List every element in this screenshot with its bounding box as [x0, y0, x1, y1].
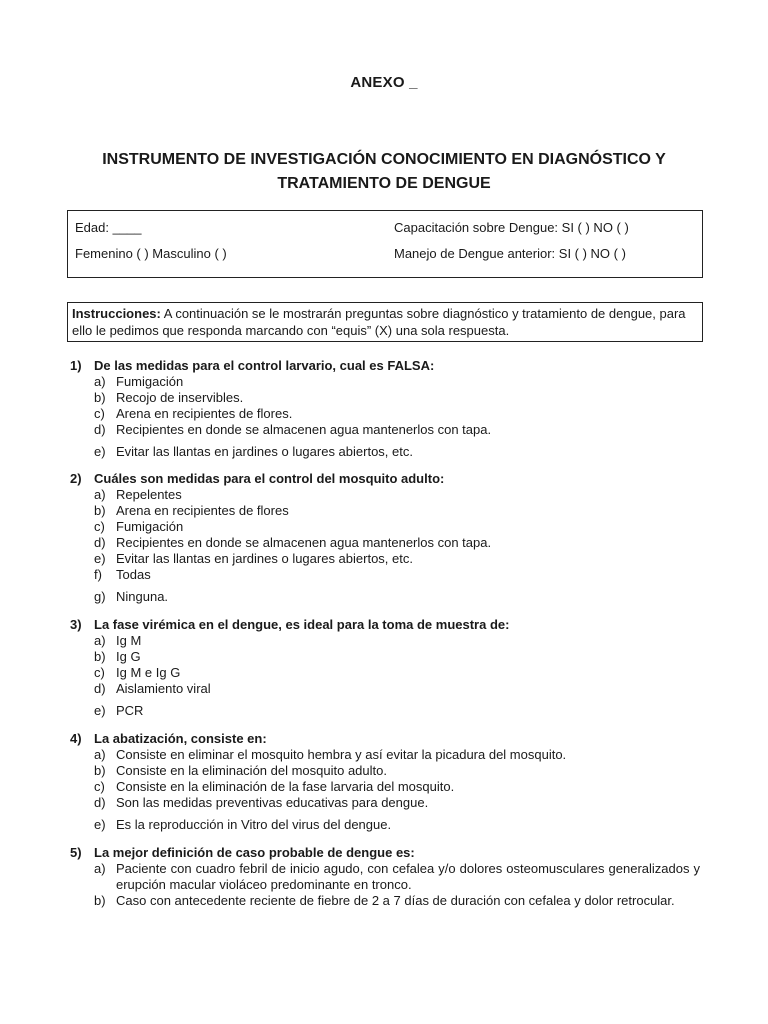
answer-option[interactable]: c) Consiste en la eliminación de la fase larvaria del mosquito. — [94, 779, 455, 794]
answer-option[interactable]: d) Recipientes en donde se almacenen agua mantenerlos con tapa. — [94, 422, 492, 437]
answer-option[interactable]: e) Es la reproducción in Vitro del virus del dengue. — [94, 817, 392, 832]
training-field[interactable]: Capacitación sobre Dengue: SI ( ) NO ( ) — [394, 220, 629, 235]
age-field[interactable]: Edad: ____ — [75, 220, 142, 235]
answer-option[interactable]: a) Fumigación — [94, 374, 184, 389]
annex-title: ANEXO _ — [350, 74, 418, 91]
question-4 — [70, 731, 700, 833]
answer-option[interactable]: e) PCR — [94, 703, 144, 718]
answer-option[interactable]: a) Consiste en eliminar el mosquito hembra y así evitar la picadura del mosquito. — [94, 747, 567, 762]
answer-option[interactable]: b) Recojo de inservibles. — [94, 390, 244, 405]
answer-option[interactable]: c) Arena en recipientes de flores. — [94, 406, 293, 421]
document-title — [60, 148, 708, 196]
answer-option[interactable]: d) Son las medidas preventivas educativas para dengue. — [94, 795, 429, 810]
question-heading: 5) La mejor definición de caso probable de dengue es: — [70, 845, 415, 860]
instructions-box — [67, 302, 703, 342]
answer-option[interactable]: c) Fumigación — [94, 519, 184, 534]
answer-option[interactable]: e) Evitar las llantas en jardines o lugares abiertos, etc. — [94, 551, 413, 566]
instructions-text: A continuación se le mostrarán preguntas sobre diagnóstico y tratamiento de dengue, para ello le pedimos que responda marcando con “equis” (X) una sola respuesta. — [72, 306, 686, 338]
document-title-line-1: INSTRUMENTO DE INVESTIGACIÓN CONOCIMIENTO EN DIAGNÓSTICO Y — [102, 151, 666, 168]
question-heading: 1) De las medidas para el control larvario, cual es FALSA: — [70, 358, 435, 373]
answer-option[interactable]: a) Ig M — [94, 633, 142, 648]
answer-option[interactable]: b) Ig G — [94, 649, 141, 664]
instructions-label: Instrucciones: — [72, 306, 161, 321]
answer-option[interactable]: c) Ig M e Ig G — [94, 665, 181, 680]
question-heading: 4) La abatización, consiste en: — [70, 731, 267, 746]
sex-field[interactable]: Femenino ( ) Masculino ( ) — [75, 246, 227, 261]
question-2 — [70, 471, 700, 605]
answer-option[interactable]: f) Todas — [94, 567, 151, 582]
answer-option[interactable]: e) Evitar las llantas en jardines o lugares abiertos, etc. — [94, 444, 413, 459]
question-heading: 3) La fase virémica en el dengue, es ideal para la toma de muestra de: — [70, 617, 510, 632]
question-1 — [70, 358, 700, 460]
answer-option[interactable]: b) Consiste en la eliminación del mosquito adulto. — [94, 763, 387, 778]
answer-option[interactable]: a) Paciente con cuadro febril de inicio agudo, con cefalea y/o dolores osteomusculares generalizados y erupción macular violáceo predominante en tronco. — [94, 861, 700, 892]
document-title-line-2: TRATAMIENTO DE DENGUE — [277, 175, 491, 192]
previous-management-field[interactable]: Manejo de Dengue anterior: SI ( ) NO ( ) — [394, 246, 626, 261]
answer-option[interactable]: a) Repelentes — [94, 487, 182, 502]
answer-option[interactable]: d) Aislamiento viral — [94, 681, 211, 696]
question-5 — [70, 845, 700, 909]
answer-option[interactable]: b) Arena en recipientes de flores — [94, 503, 289, 518]
respondent-info-box — [67, 210, 703, 278]
question-heading: 2) Cuáles son medidas para el control del mosquito adulto: — [70, 471, 445, 486]
answer-option[interactable]: d) Recipientes en donde se almacenen agua mantenerlos con tapa. — [94, 535, 492, 550]
answer-option[interactable]: b) Caso con antecedente reciente de fiebre de 2 a 7 días de duración con cefalea y dolor retrocular. — [94, 893, 675, 908]
question-3 — [70, 617, 700, 719]
answer-option[interactable]: g) Ninguna. — [94, 589, 169, 604]
